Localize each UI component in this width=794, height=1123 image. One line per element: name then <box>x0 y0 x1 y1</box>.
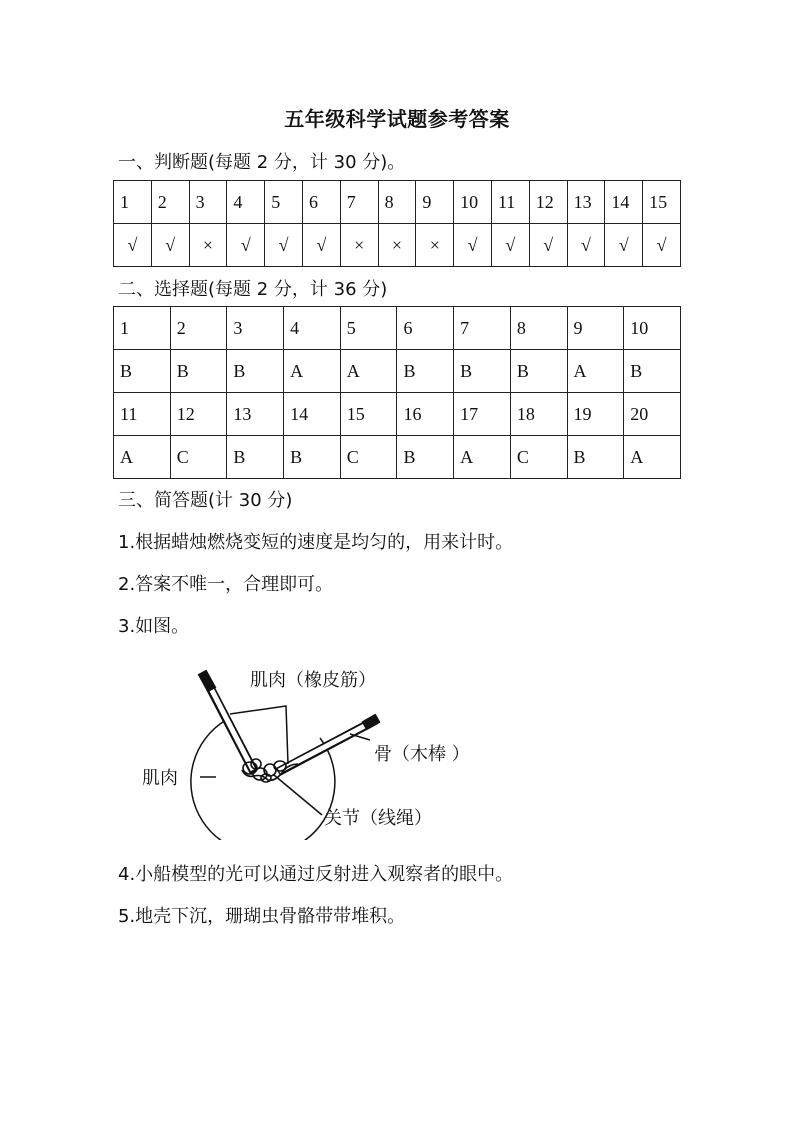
table-row <box>114 181 681 224</box>
table-cell: 8 <box>510 307 567 350</box>
table-cell: A <box>340 350 397 393</box>
section1-heading: 一、判断题(每题 2 分，计 30 分)。 <box>118 152 406 173</box>
right-stick-inner <box>279 721 374 771</box>
page-title: 五年级科学试题参考答案 <box>284 107 510 131</box>
table-cell: √ <box>151 224 189 267</box>
judge-answer-table <box>113 180 681 267</box>
table-cell: 3 <box>189 181 227 224</box>
table-cell: 3 <box>227 307 284 350</box>
label-joint-rope: 关节（线绳） <box>324 808 432 829</box>
table-cell: × <box>189 224 227 267</box>
table-cell: 15 <box>643 181 681 224</box>
table-cell: 8 <box>378 181 416 224</box>
table-cell: 1 <box>114 307 171 350</box>
table-cell: A <box>284 350 341 393</box>
table-cell: 14 <box>284 393 341 436</box>
table-cell: √ <box>114 224 152 267</box>
table-cell: × <box>340 224 378 267</box>
table-cell: 18 <box>510 393 567 436</box>
table-cell: × <box>378 224 416 267</box>
table-cell: 10 <box>454 181 492 224</box>
table-cell: 17 <box>454 393 511 436</box>
right-stick-tip <box>364 718 378 726</box>
table-cell: 14 <box>605 181 643 224</box>
table-cell: 19 <box>567 393 624 436</box>
table-cell: 4 <box>227 181 265 224</box>
table-cell: 16 <box>397 393 454 436</box>
table-cell: 11 <box>114 393 171 436</box>
table-cell: B <box>227 350 284 393</box>
table-cell: 12 <box>170 393 227 436</box>
table-cell: C <box>170 436 227 479</box>
table-cell: A <box>114 436 171 479</box>
table-cell: C <box>510 436 567 479</box>
table-cell: B <box>227 436 284 479</box>
table-cell: 10 <box>624 307 681 350</box>
table-cell: 9 <box>416 181 454 224</box>
table-cell: B <box>624 350 681 393</box>
table-cell: 20 <box>624 393 681 436</box>
table-cell: √ <box>491 224 529 267</box>
arm-model-diagram <box>138 660 478 840</box>
choice-answer-table <box>113 306 681 479</box>
table-cell: A <box>567 350 624 393</box>
table-cell: √ <box>265 224 303 267</box>
left-stick-inner <box>205 677 253 770</box>
short-answer-3: 3.如图。 <box>118 616 190 637</box>
joint-pointer <box>274 775 322 815</box>
table-cell: 11 <box>491 181 529 224</box>
table-cell: B <box>510 350 567 393</box>
table-cell: 9 <box>567 307 624 350</box>
label-bone-stick: 骨（木棒 ） <box>374 744 470 765</box>
table-cell: A <box>454 436 511 479</box>
table-cell: C <box>340 436 397 479</box>
table-cell: B <box>567 436 624 479</box>
table-cell: 7 <box>340 181 378 224</box>
table-row <box>114 307 681 350</box>
table-cell: 5 <box>265 181 303 224</box>
short-answer-4: 4.小船模型的光可以通过反射进入观察者的眼中。 <box>118 864 514 885</box>
table-cell: 6 <box>302 181 340 224</box>
table-cell: √ <box>227 224 265 267</box>
table-row <box>114 224 681 267</box>
table-row <box>114 436 681 479</box>
table-cell: B <box>454 350 511 393</box>
table-cell: √ <box>605 224 643 267</box>
table-cell: 15 <box>340 393 397 436</box>
table-cell: √ <box>454 224 492 267</box>
table-cell: B <box>114 350 171 393</box>
table-row <box>114 393 681 436</box>
table-cell: B <box>284 436 341 479</box>
label-muscle-rubber: 肌肉（橡皮筋） <box>250 670 376 691</box>
table-cell: √ <box>567 224 605 267</box>
table-cell: 6 <box>397 307 454 350</box>
table-cell: √ <box>643 224 681 267</box>
section3-heading: 三、简答题(计 30 分) <box>118 490 293 511</box>
short-answer-5: 5.地壳下沉，珊瑚虫骨骼带带堆积。 <box>118 906 406 927</box>
left-stick-tip <box>202 672 212 690</box>
table-cell: 2 <box>170 307 227 350</box>
table-cell: 13 <box>227 393 284 436</box>
short-answer-1: 1.根据蜡烛燃烧变短的速度是均匀的，用来计时。 <box>118 532 514 553</box>
table-cell: B <box>397 436 454 479</box>
table-cell: 12 <box>529 181 567 224</box>
table-cell: 1 <box>114 181 152 224</box>
table-cell: 7 <box>454 307 511 350</box>
table-cell: 5 <box>340 307 397 350</box>
table-cell: 13 <box>567 181 605 224</box>
table-cell: √ <box>302 224 340 267</box>
table-cell: √ <box>529 224 567 267</box>
table-cell: A <box>624 436 681 479</box>
table-cell: 2 <box>151 181 189 224</box>
table-cell: B <box>170 350 227 393</box>
table-cell: × <box>416 224 454 267</box>
table-cell: B <box>397 350 454 393</box>
table-row <box>114 350 681 393</box>
short-answer-2: 2.答案不唯一，合理即可。 <box>118 574 334 595</box>
table-cell: 4 <box>284 307 341 350</box>
label-muscle: 肌肉 <box>142 768 178 789</box>
section2-heading: 二、选择题(每题 2 分，计 36 分) <box>118 279 388 300</box>
